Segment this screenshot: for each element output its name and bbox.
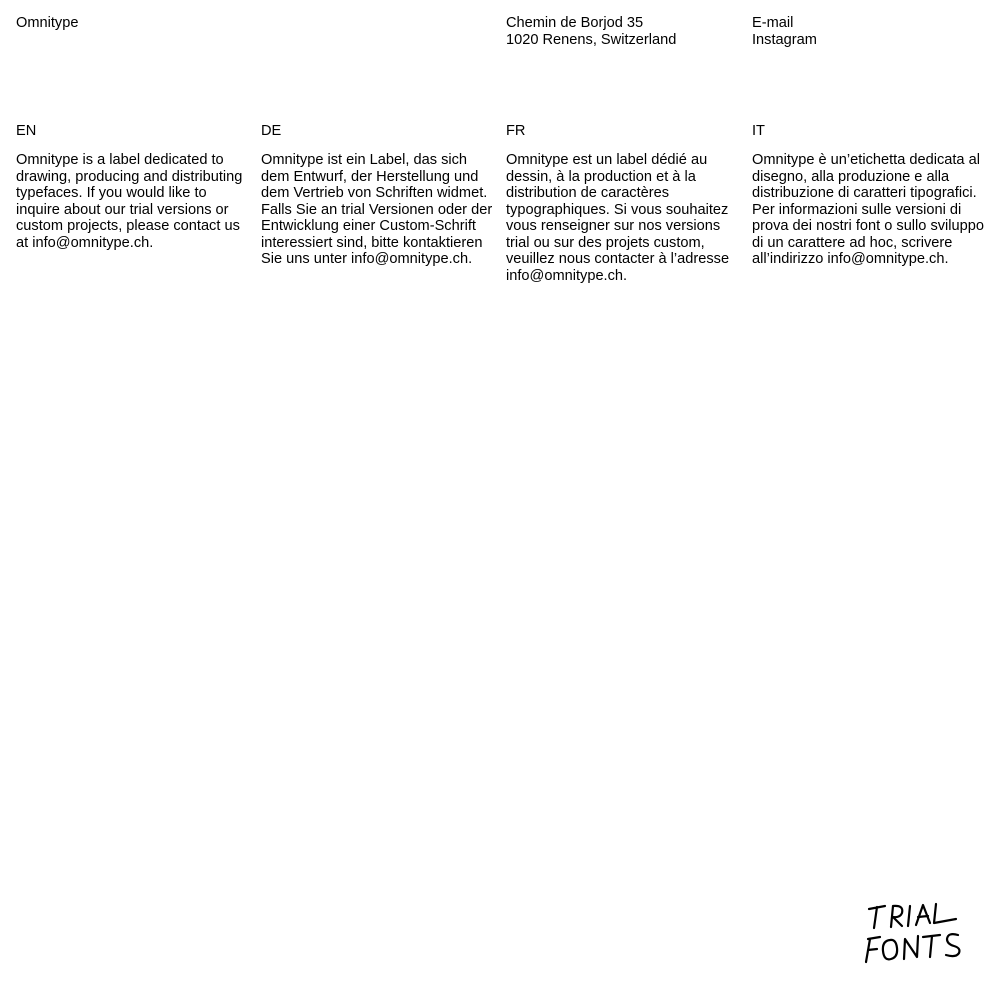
lang-text-fr: Omnitype est un label dédié au dessin, à la production et à la distribution de caractères typographiques. Si vous souhaitez vous renseigner sur nos versions trial ou sur des projets custom, veuillez nous contacter à l’adresse info@omnitype.ch.: [506, 152, 730, 284]
address-street: Chemin de Borjod 35: [506, 15, 644, 31]
lang-heading-en: EN: [16, 123, 37, 139]
address-block: [506, 15, 742, 48]
address-city: 1020 Renens, Switzerland: [506, 31, 677, 48]
lang-heading-fr: FR: [506, 123, 526, 139]
lang-text-it: Omnitype è un’etichetta dedicata al disegno, alla produzione e alla distribuzione di caratteri tipografici. Per informazioni sulle versioni di prova dei nostri font o sullo sviluppo di un carattere ad hoc, scrivere all’indirizzo info@omnitype.ch.: [752, 152, 985, 267]
lang-text-en: Omnitype is a label dedicated to drawing, producing and distributing typefaces. If you would like to inquire about our trial versions or custom projects, please contact us at info@omnitype.ch.: [16, 152, 243, 251]
instagram-link[interactable]: Instagram: [752, 31, 817, 48]
trial-fonts-handwritten-logo-icon: [860, 895, 970, 970]
lang-heading-it: IT: [752, 123, 765, 139]
contact-links: [752, 15, 992, 48]
email-link[interactable]: E-mail: [752, 15, 794, 31]
brand-name[interactable]: [16, 15, 252, 32]
trial-fonts-button[interactable]: [860, 895, 970, 970]
lang-text-de: Omnitype ist ein Label, das sich dem Entwurf, der Herstellung und dem Vertrieb von Schriften widmet. Falls Sie an trial Versionen oder der Entwicklung einer Custom-Schrift interessiert sind, bitte kontaktieren Sie uns unter info@omnitype.ch.: [261, 152, 493, 267]
brand-name-text[interactable]: Omnitype: [16, 15, 79, 31]
lang-heading-de: DE: [261, 123, 282, 139]
